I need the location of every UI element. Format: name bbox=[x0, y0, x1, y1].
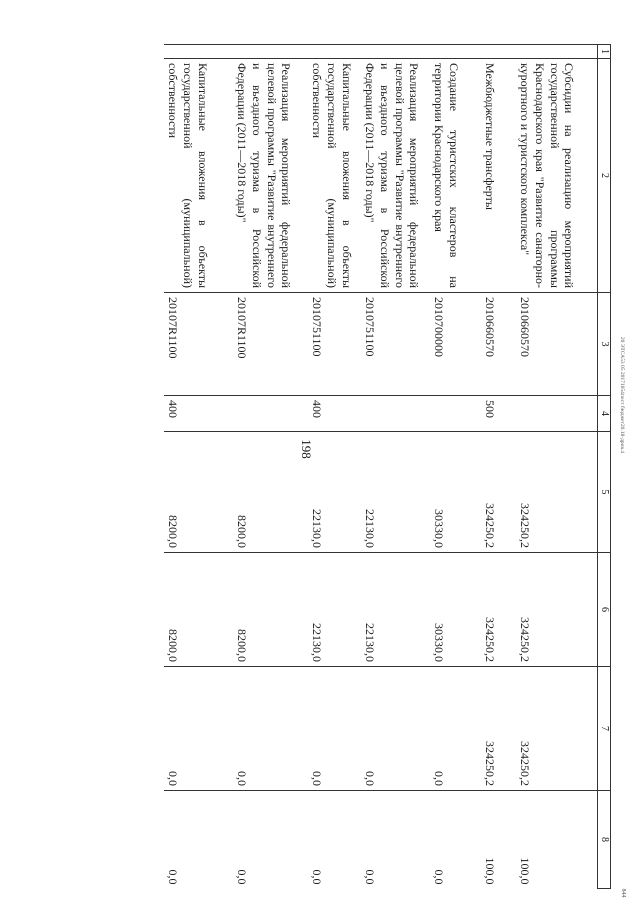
row-index bbox=[233, 45, 308, 59]
row-expense-type bbox=[430, 396, 481, 432]
table-row bbox=[308, 45, 361, 889]
table-row bbox=[430, 45, 481, 889]
row-index bbox=[430, 45, 481, 59]
table-row bbox=[164, 45, 233, 889]
row-col8-value: 100,0 bbox=[481, 791, 516, 889]
row-target-code: 20107R1100 bbox=[164, 293, 233, 396]
row-col8-value: 0,0 bbox=[233, 791, 308, 889]
row-target-code: 2010700000 bbox=[430, 293, 481, 396]
row-col5-value: 8200,0 bbox=[233, 432, 308, 553]
header-cell: 4 bbox=[597, 396, 610, 432]
row-description: Капитальные вложения в объекты государственной (муниципальной) собственности bbox=[164, 59, 233, 293]
footer-code: 20 ЭТСА53 05 20171054пост бюджет20.18-дров.4 bbox=[619, 336, 625, 454]
row-col7-value: 324250,2 bbox=[516, 667, 598, 791]
row-target-code: 2010751100 bbox=[361, 293, 430, 396]
row-col6-value: 22130,0 bbox=[361, 553, 430, 667]
row-expense-type: 400 bbox=[164, 396, 233, 432]
row-col7-value: 0,0 bbox=[430, 667, 481, 791]
row-expense-type bbox=[361, 396, 430, 432]
row-col5-value: 324250,2 bbox=[481, 432, 516, 553]
rotated-table-block bbox=[109, 44, 611, 888]
table-header-row bbox=[597, 45, 610, 889]
row-expense-type bbox=[516, 396, 598, 432]
row-col5-value: 22130,0 bbox=[361, 432, 430, 553]
budget-table bbox=[164, 44, 611, 889]
row-description: Межбюджетные трансферты bbox=[481, 59, 516, 293]
row-col7-value: 0,0 bbox=[361, 667, 430, 791]
row-col8-value: 0,0 bbox=[308, 791, 361, 889]
row-col8-value: 0,0 bbox=[164, 791, 233, 889]
row-col6-value: 22130,0 bbox=[308, 553, 361, 667]
header-cell: 5 bbox=[597, 432, 610, 553]
row-col5-value: 30330,0 bbox=[430, 432, 481, 553]
row-col6-value: 324250,2 bbox=[516, 553, 598, 667]
row-col7-value: 324250,2 bbox=[481, 667, 516, 791]
row-description: Капитальные вложения в объекты государственной (муниципальной) собственности bbox=[308, 59, 361, 293]
row-col7-value: 0,0 bbox=[233, 667, 308, 791]
row-expense-type bbox=[233, 396, 308, 432]
row-expense-type: 500 bbox=[481, 396, 516, 432]
row-description: Реализация мероприятий федеральной целевой программы "Развитие внутреннего и въездного туризма в Российской Федерации (2011—2018 годы)" bbox=[233, 59, 308, 293]
row-index bbox=[516, 45, 598, 59]
row-col7-value: 0,0 bbox=[164, 667, 233, 791]
row-target-code: 20107R1100 bbox=[233, 293, 308, 396]
header-cell: 1 bbox=[597, 45, 610, 59]
row-col8-value: 0,0 bbox=[361, 791, 430, 889]
corner-mark: 844 bbox=[620, 888, 626, 898]
row-expense-type: 400 bbox=[308, 396, 361, 432]
row-target-code: 2010751100 bbox=[308, 293, 361, 396]
header-cell: 7 bbox=[597, 667, 610, 791]
row-index bbox=[308, 45, 361, 59]
header-cell: 8 bbox=[597, 791, 610, 889]
row-col8-value: 100,0 bbox=[516, 791, 598, 889]
header-cell: 3 bbox=[597, 293, 610, 396]
row-description: Создание туристских кластеров на территории Краснодарского края bbox=[430, 59, 481, 293]
row-col8-value: 0,0 bbox=[430, 791, 481, 889]
row-col6-value: 8200,0 bbox=[164, 553, 233, 667]
header-cell: 6 bbox=[597, 553, 610, 667]
table-row bbox=[361, 45, 430, 889]
table-row bbox=[481, 45, 516, 889]
row-target-code: 2010660570 bbox=[481, 293, 516, 396]
row-index bbox=[481, 45, 516, 59]
table-row bbox=[233, 45, 308, 889]
row-col6-value: 324250,2 bbox=[481, 553, 516, 667]
row-target-code: 2010660570 bbox=[516, 293, 598, 396]
row-col6-value: 30330,0 bbox=[430, 553, 481, 667]
header-cell: 2 bbox=[597, 59, 610, 293]
row-col7-value: 0,0 bbox=[308, 667, 361, 791]
row-col5-value: 8200,0 bbox=[164, 432, 233, 553]
row-col5-value: 324250,2 bbox=[516, 432, 598, 553]
row-index bbox=[361, 45, 430, 59]
page-number: 198 bbox=[299, 439, 314, 459]
row-col6-value: 8200,0 bbox=[233, 553, 308, 667]
row-col5-value: 22130,0 bbox=[308, 432, 361, 553]
table-row bbox=[516, 45, 598, 889]
row-description: Субсидии на реализацию мероприятий государственной программы Краснодарского края "Развитие санаторно-курортного и туристского комплекса" bbox=[516, 59, 598, 293]
row-index bbox=[164, 45, 233, 59]
row-description: Реализация мероприятий федеральной целевой программы "Развитие внутреннего и въездного туризма в Российской Федерации (2011—2018 годы)" bbox=[361, 59, 430, 293]
